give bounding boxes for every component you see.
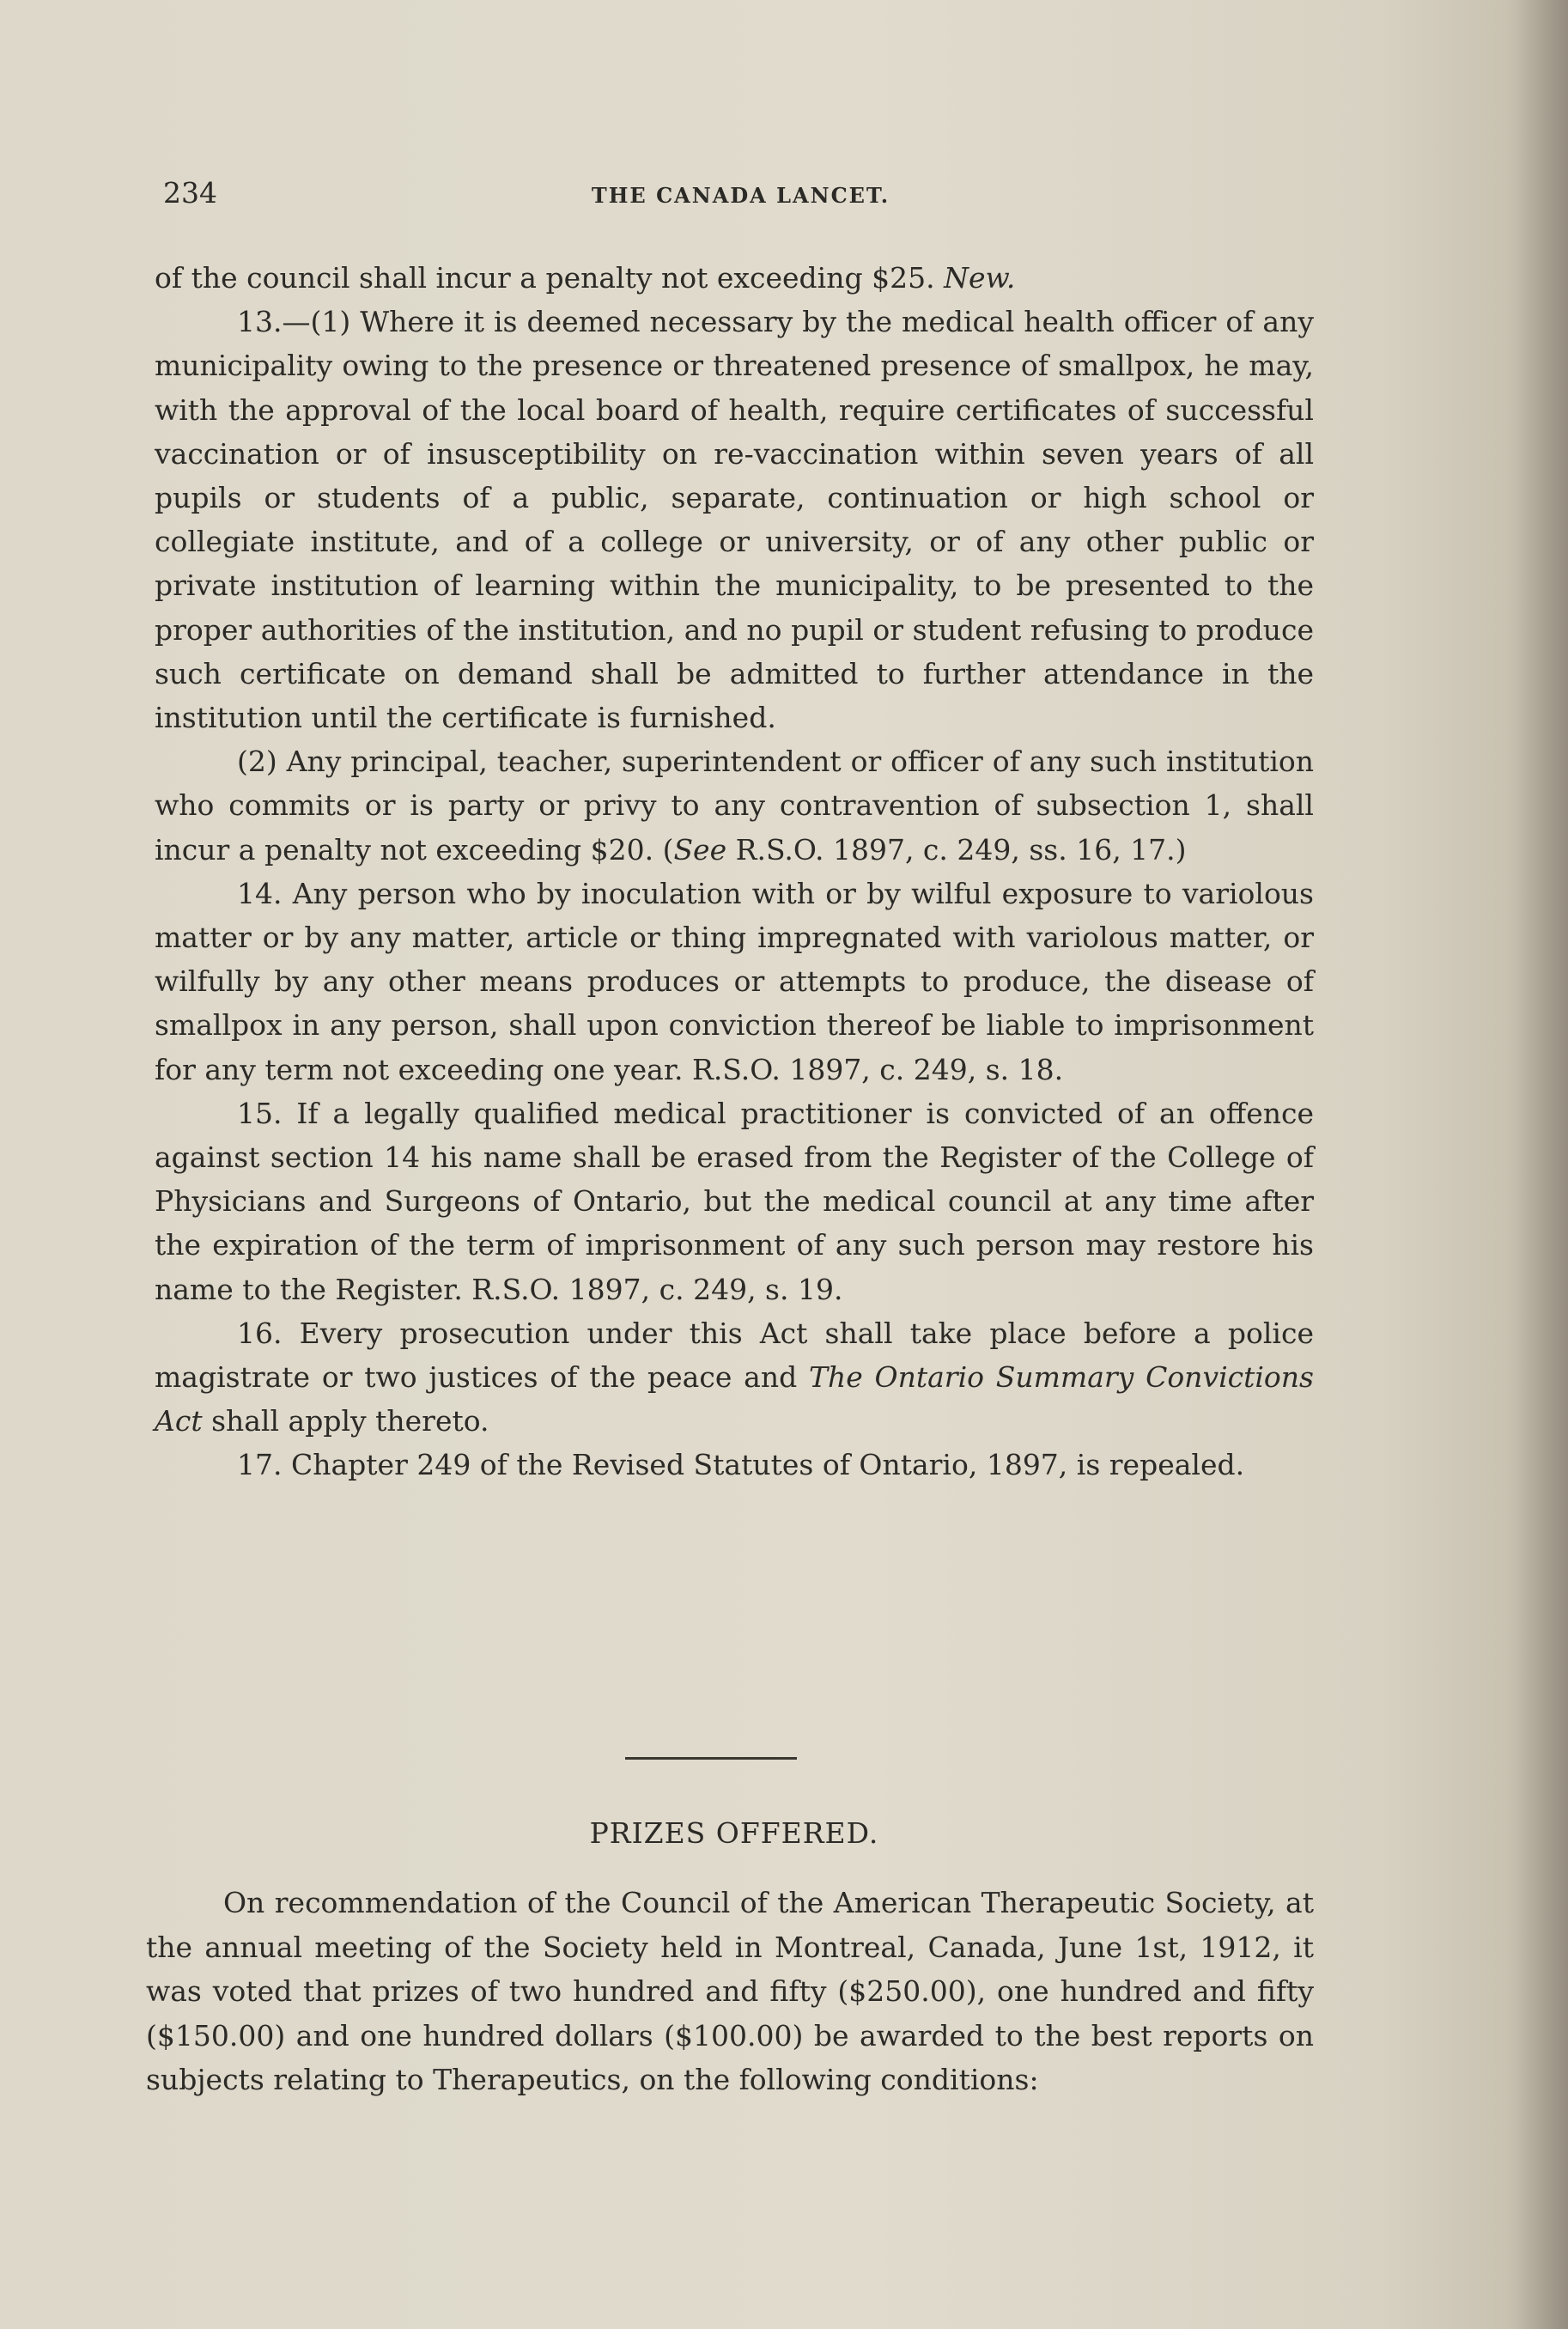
paragraph-text: (2) Any principal, teacher, superintendent or officer of any such institution who commits or is party or privy to any contravention of subsection 1, shall incur a penalty not exceeding $20. ( [155, 745, 1314, 867]
paragraph-text: 14. Any person who by inoculation with or by wilful exposure to variolous matter or by any matter, article or thing impregnated with variolous matter, or wilfully by any other means produces or attempts to produce, the disease of smallpox in any person, shall upon conviction thereof be liable to imprisonment for any term not exceeding one year. R.S.O. 1897, c. 249, s. 18. [155, 876, 1314, 1086]
paragraph-prizes: On recommendation of the Council of the American Therapeutic Society, at the annual meeting of the Society held in Montreal, Canada, June 1st, 1912, it was voted that prizes of two hundred and fifty ($250.00), one hundred and fifty ($150.00) and one hundred dollars ($100.00) be awarded to the best reports on subjects relating to Therapeutics, on the following conditions: [146, 1886, 1314, 2096]
journal-title: THE CANADA LANCET. [591, 183, 890, 208]
page-number: 234 [163, 176, 217, 210]
paragraph-text: 15. If a legally qualified medical practitioner is convicted of an offence against section 14 his name shall be erased from the Register of the College of Physicians and Surgeons of Ontario, but the medical council at any time after the expiration of the term of imprisonment of any such person may restore his name to the Register. R.S.O. 1897, c. 249, s. 19. [155, 1096, 1314, 1306]
section-heading: PRIZES OFFERED. [589, 1816, 879, 1850]
paragraph-text: of the council shall incur a penalty not exceeding $25. [155, 261, 935, 295]
paragraph-section-17 [155, 1443, 1314, 1487]
section-text [146, 1881, 1314, 2102]
paragraph-text-after: shall apply thereto. [202, 1404, 489, 1438]
paragraph-continuation [155, 256, 1314, 300]
paragraph-italic: The Ontario Summary Convictions Act [155, 1360, 1314, 1438]
section-divider [625, 1757, 797, 1760]
running-head [163, 176, 1318, 219]
paragraph-italic: New. [944, 261, 1016, 295]
paragraph-section-13-1 [155, 300, 1314, 739]
paragraph-text: 17. Chapter 249 of the Revised Statutes of Ontario, 1897, is repealed. [237, 1448, 1245, 1482]
paragraph-section-14 [155, 872, 1314, 1092]
paragraph-section-15 [155, 1092, 1314, 1311]
paragraph-text: 13.—(1) Where it is deemed necessary by the medical health officer of any municipality owing to the presence or threatened presence of smallpox, he may, with the approval of the local board of health, require certificates of successful vaccination or of insusceptibility on re-vaccination within seven years of all pupils or students of a public, separate, continuation or high school or collegiate institute, and of a college or university, or of any other public or private institution of learning within the municipality, to be presented to the proper authorities of the institution, and no pupil or student refusing to produce such certificate on demand shall be admitted to further attendance in the institution until the certificate is furnished. [155, 305, 1314, 735]
paragraph-italic: See [673, 832, 727, 867]
paragraph-text: 16. Every prosecution under this Act shall take place before a police magistrate or two justices of the peace and [155, 1316, 1314, 1395]
paragraph-section-13-2 [155, 739, 1314, 872]
page-edge-shadow [1516, 0, 1568, 2329]
paragraph-section-16 [155, 1311, 1314, 1444]
body-text [155, 256, 1314, 1487]
paragraph-text-after: R.S.O. 1897, c. 249, ss. 16, 17.) [726, 832, 1187, 867]
